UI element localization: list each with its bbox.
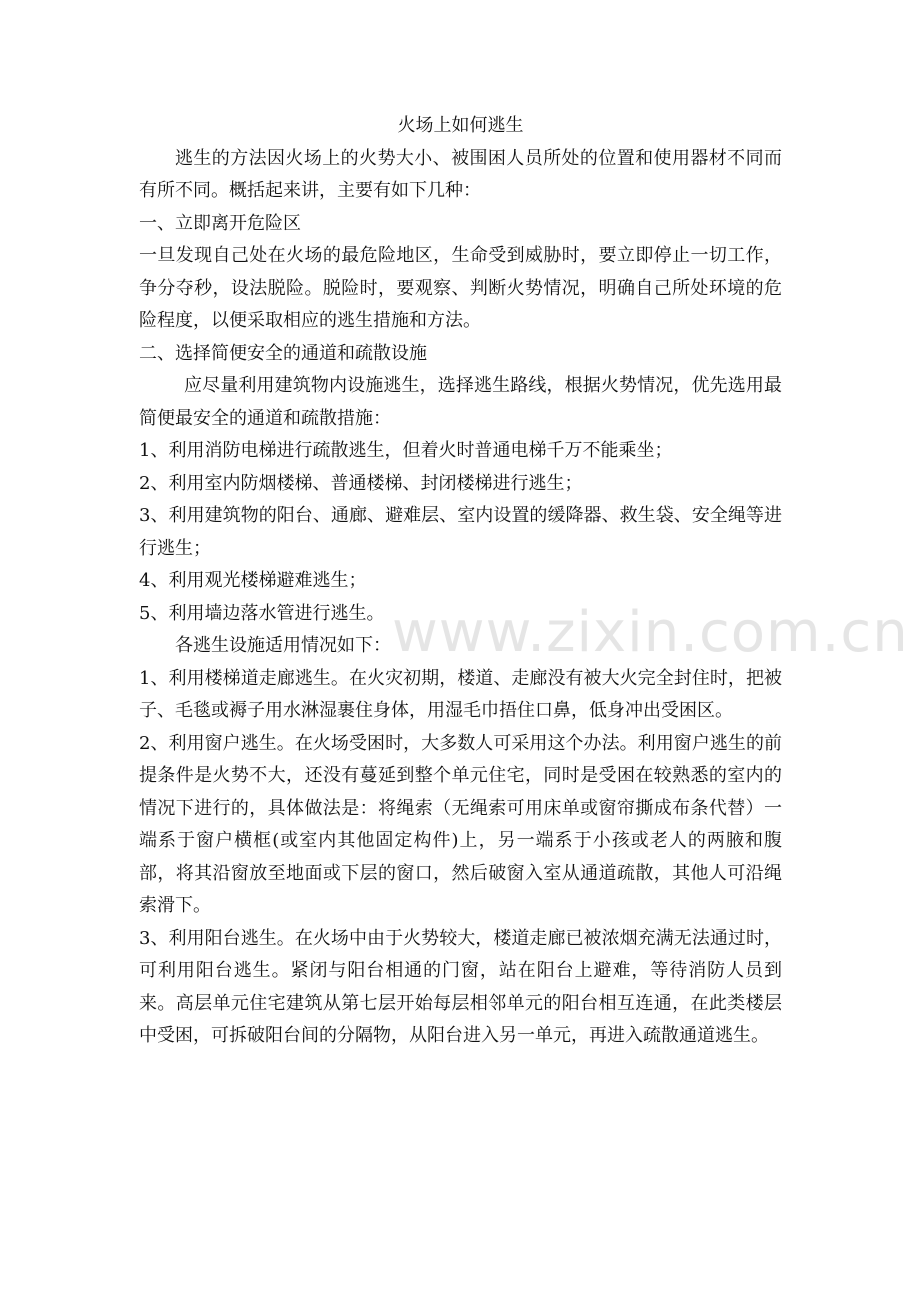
document-title: 火场上如何逃生 xyxy=(397,115,524,136)
paragraph-intro: 逃生的方法因火场上的火势大小、被围困人员所处的位置和使用器材不同而有所不同。概括起来讲，主要有如下几种： xyxy=(139,147,782,201)
section-heading-1: 一、立即离开危险区 xyxy=(139,212,301,234)
paragraph-section-1: 一旦发现自己处在火场的最危险地区，生命受到威胁时，要立即停止一切工作，争分夺秒，设法脱险。脱险时，要观察、判断火势情况，明确自己所处环境的危险程度，以便采取相应的逃生措施和方法。 xyxy=(139,245,782,331)
list-item-facility-3: 3、利用建筑物的阳台、通廊、避难层、室内设置的缓降器、救生袋、安全绳等进行逃生； xyxy=(139,505,782,559)
list-item-usage-2: 2、利用窗户逃生。在火场受困时，大多数人可采用这个办法。利用窗户逃生的前提条件是火势不大，还没有蔓延到整个单元住宅，同时是受困在较熟悉的室内的情况下进行的，具体做法是：将绳索（无绳索可用床单或窗帘撕成布条代替）一端系于窗户横框(或室内其他固定构件)上，另一端系于小孩或老人的两腋和腹部，将其沿窗放至地面或下层的窗口，然后破窗入室从通道疏散，其他人可沿绳索滑下。 xyxy=(139,732,782,916)
list-item-usage-1: 1、利用楼梯道走廊逃生。在火灾初期，楼道、走廊没有被大火完全封住时，把被子、毛毯或褥子用水淋湿裹住身体，用湿毛巾捂住口鼻，低身冲出受困区。 xyxy=(139,667,782,721)
list-item-facility-4: 4、利用观光楼梯避难逃生； xyxy=(139,570,367,591)
paragraph-section-2-intro: 应尽量利用建筑物内设施逃生，选择逃生路线，根据火势情况，优先选用最简便最安全的通道和疏散措施： xyxy=(139,375,782,429)
list-item-facility-1: 1、利用消防电梯进行疏散逃生，但着火时普通电梯千万不能乘坐； xyxy=(139,440,673,461)
document-body xyxy=(139,110,782,1053)
watermark: www.zixin.com.cn xyxy=(392,600,909,665)
section-heading-2: 二、选择简便安全的通道和疏散设施 xyxy=(139,342,427,364)
list-item-facility-2: 2、利用室内防烟楼梯、普通楼梯、封闭楼梯进行逃生； xyxy=(139,472,583,494)
list-item-facility-5: 5、利用墙边落水管进行逃生。 xyxy=(139,602,385,624)
list-item-usage-3: 3、利用阳台逃生。在火场中由于火势较大，楼道走廊已被浓烟充满无法通过时，可利用阳台逃生。紧闭与阳台相通的门窗，站在阳台上避难，等待消防人员到来。高层单元住宅建筑从第七层开始每层相邻单元的阳台相互连通，在此类楼层中受困，可拆破阳台间的分隔物，从阳台进入另一单元，再进入疏散通道逃生。 xyxy=(139,927,782,1046)
paragraph-usage-intro: 各逃生设施适用情况如下： xyxy=(175,635,391,656)
